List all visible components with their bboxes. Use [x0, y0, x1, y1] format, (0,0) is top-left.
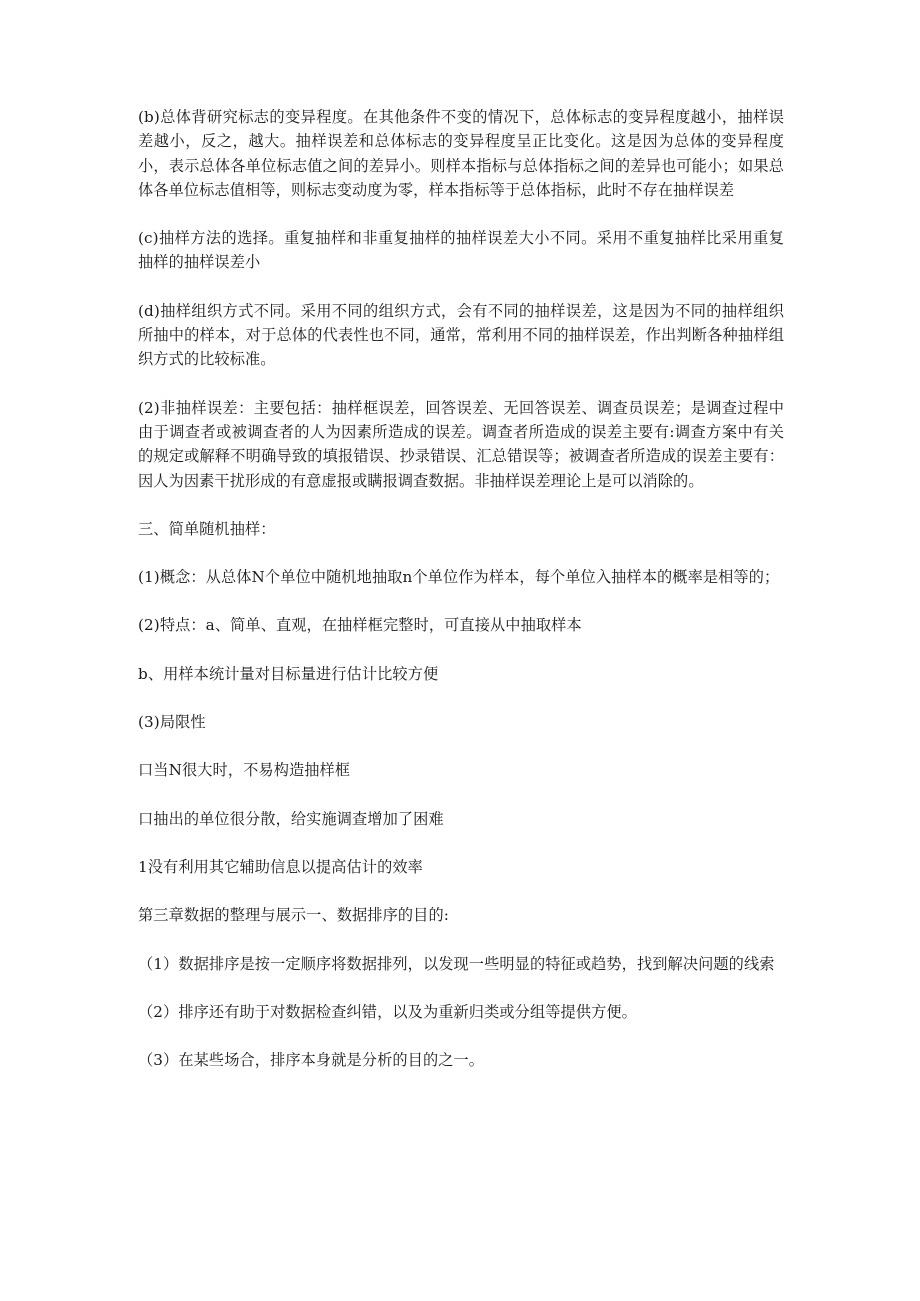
paragraph-features-b: b、用样本统计量对目标量进行估计比较方便 [138, 664, 439, 683]
paragraph-concept: (1)概念：从总体N个单位中随机地抽取n个单位作为样本，每个单位入抽样本的概率是相等的； [138, 568, 780, 587]
list-item-large-n: 口当N很大时，不易构造抽样框 [138, 761, 351, 780]
list-item-no-auxiliary-info: 1没有利用其它辅助信息以提高估计的效率 [138, 857, 423, 876]
document-page [138, 105, 784, 1096]
paragraph-features-a: (2)特点：a、简单、直观，在抽样框完整时，可直接从中抽取样本 [138, 616, 582, 635]
section-heading-simple-random-sampling: 三、简单随机抽样： [138, 519, 276, 538]
paragraph-b-variation-degree: (b)总体背研究标志的变异程度。在其他条件不变的情况下，总体标志的变异程度越小，抽样误差越小，反之，越大。抽样误差和总体标志的变异程度呈正比变化。这是因为总体的变异程度小，表示总体各单位标志值之间的差异小。则样本指标与总体指标之间的差异也可能小；如果总体各单位标志值相等，则标志变动度为零，样本指标等于总体指标，此时不存在抽样误差 [138, 108, 784, 199]
list-item-sorting-purpose-3: （3）在某些场合，排序本身就是分析的目的之一。 [138, 1051, 485, 1070]
chapter-heading-data-sorting: 第三章数据的整理与展示一、数据排序的目的: [138, 906, 449, 925]
paragraph-non-sampling-error: (2)非抽样误差：主要包括：抽样框误差，回答误差、无回答误差、调查员误差；是调查过程中由于调查者或被调查者的人为因素所造成的误差。调查者所造成的误差主要有:调查方案中有关的规定或解释不明确导致的填报错误、抄录错误、汇总错误等；被调查者所造成的误差主要有：因人为因素干扰形成的有意虚报或瞒报调查数据。非抽样误差理论上是可以消除的。 [138, 398, 784, 490]
list-item-sorting-purpose-1: （1）数据排序是按一定顺序将数据排列，以发现一些明显的特征或趋势，找到解决问题的线索 [138, 954, 775, 973]
paragraph-c-sampling-method: (c)抽样方法的选择。重复抽样和非重复抽样的抽样误差大小不同。采用不重复抽样比采用重复抽样的抽样误差小 [138, 229, 784, 272]
paragraph-d-sampling-organization: (d)抽样组织方式不同。采用不同的组织方式，会有不同的抽样误差，这是因为不同的抽样组织所抽中的样本，对于总体的代表性也不同，通常，常利用不同的抽样误差，作出判断各种抽样组织方式的比较标准。 [138, 301, 784, 369]
paragraph-limitations: (3)局限性 [138, 713, 206, 732]
list-item-dispersed-units: 口抽出的单位很分散，给实施调查增加了困难 [138, 809, 444, 828]
list-item-sorting-purpose-2: （2）排序还有助于对数据检查纠错，以及为重新归类或分组等提供方便。 [138, 1002, 637, 1021]
